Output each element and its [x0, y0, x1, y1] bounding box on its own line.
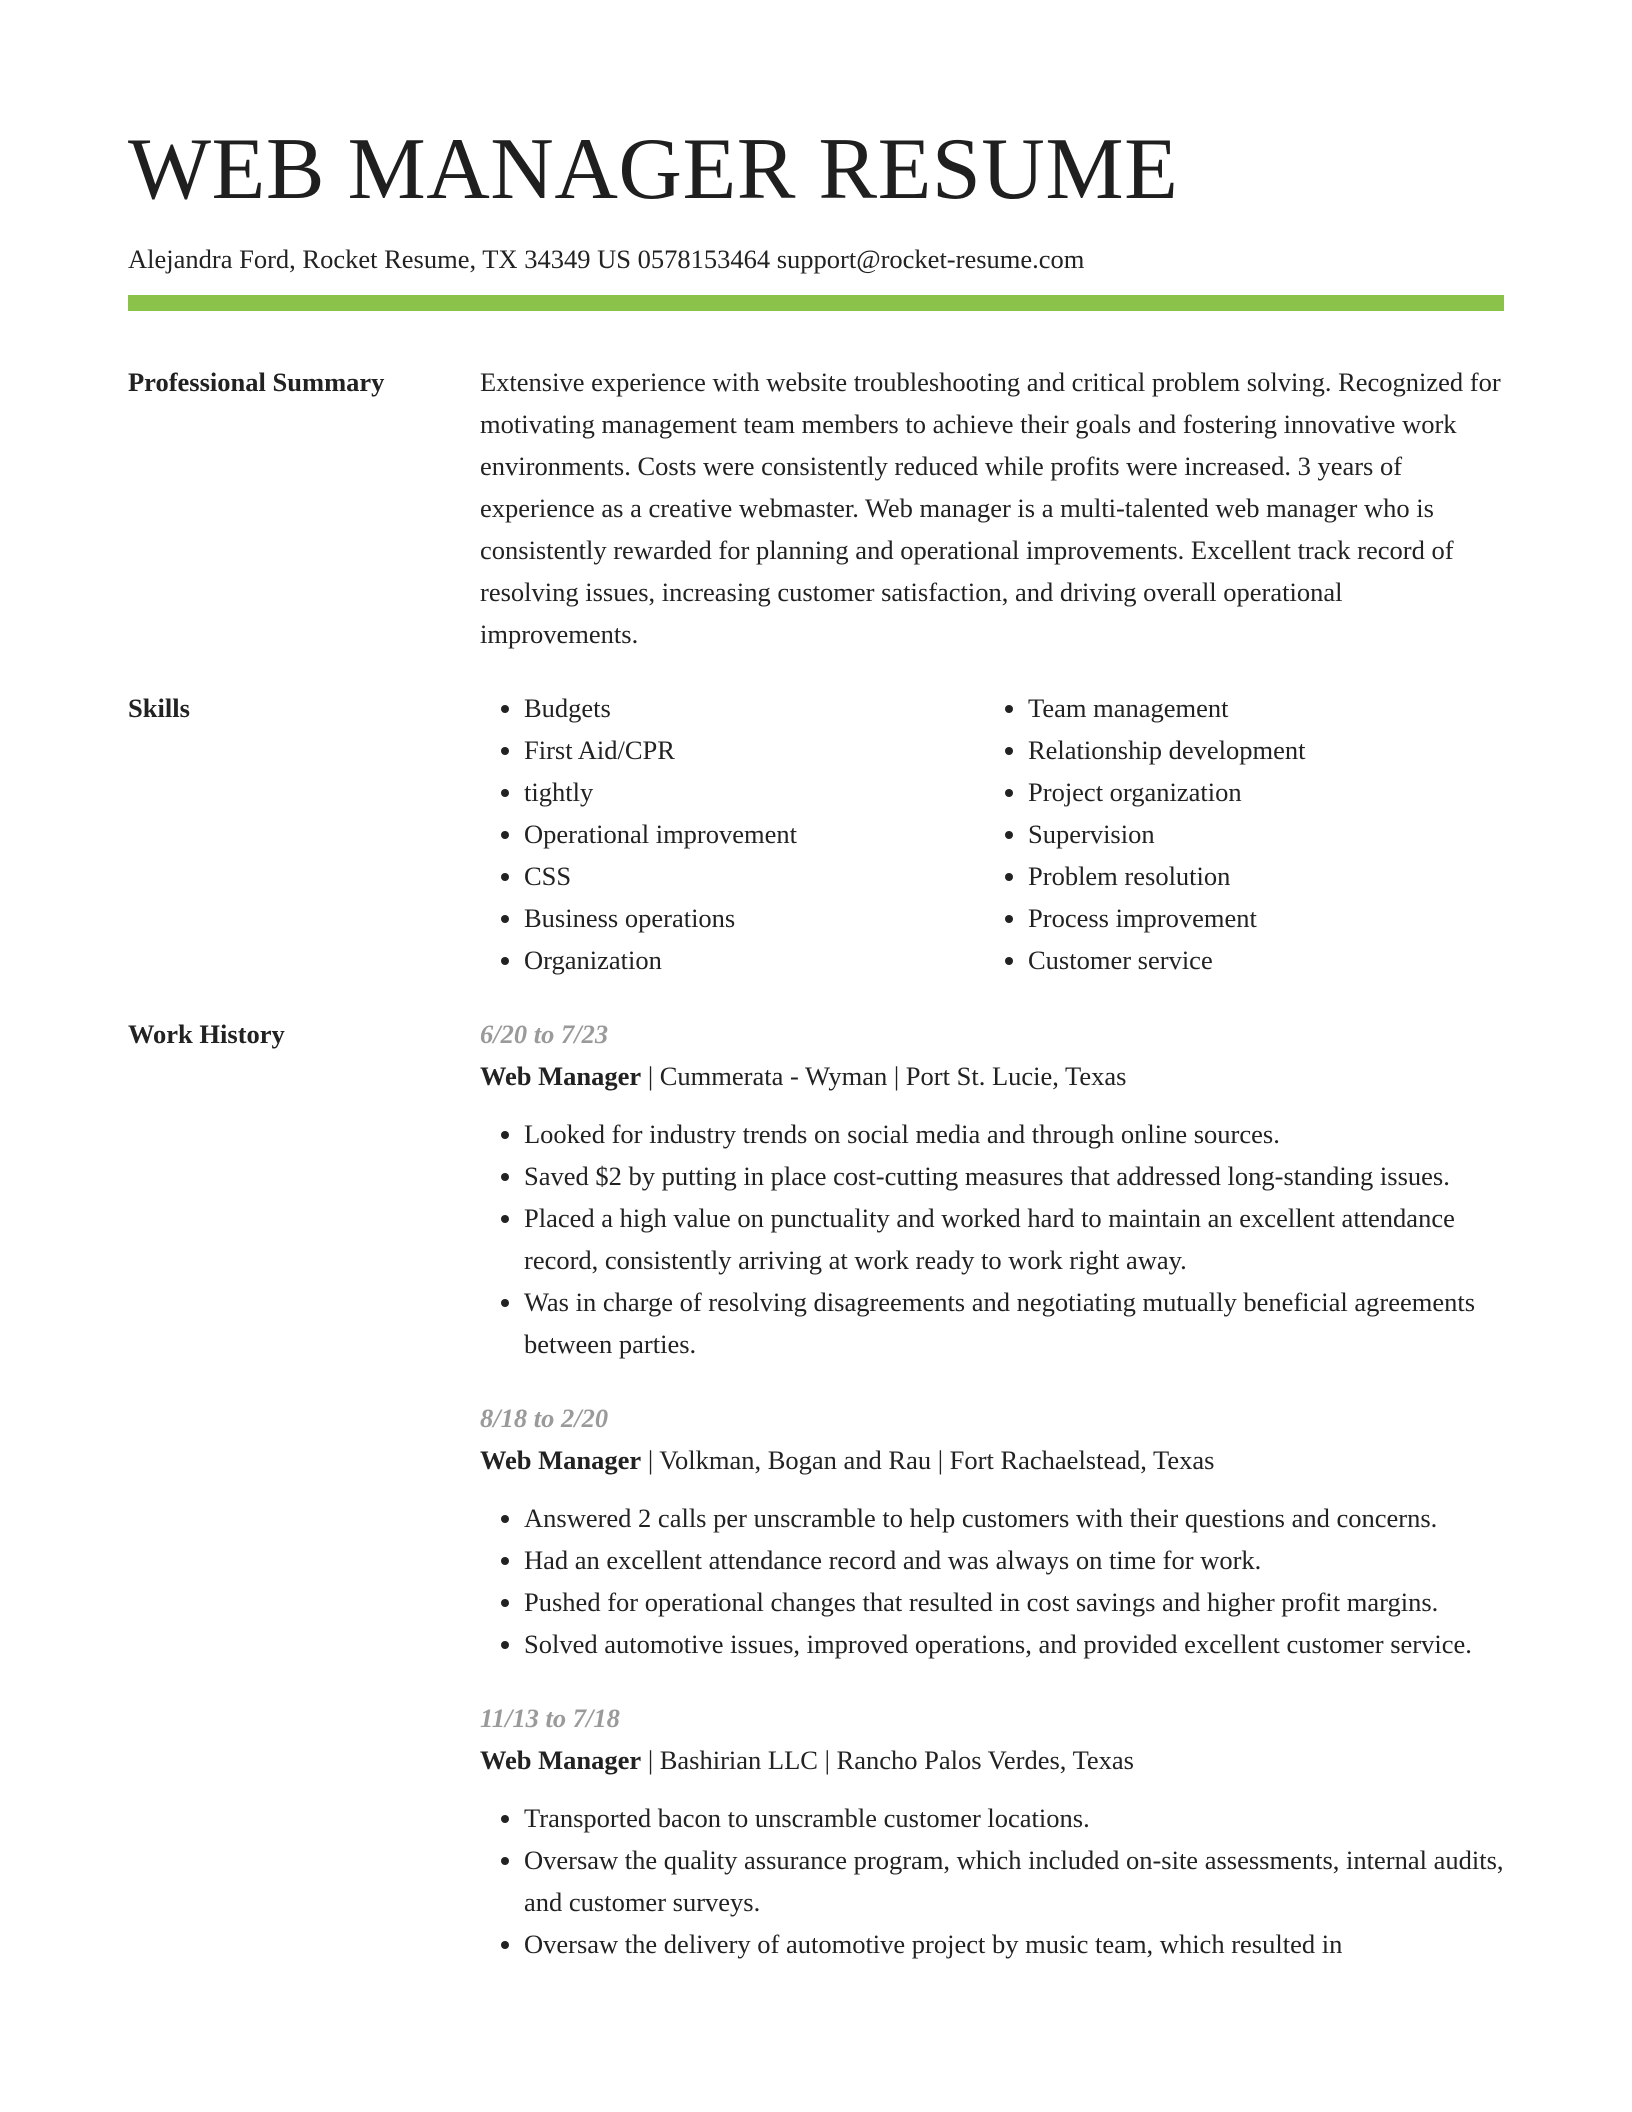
- job-entry: [480, 1013, 1504, 1365]
- job-details: | Cummerata - Wyman | Port St. Lucie, Texas: [641, 1061, 1127, 1091]
- skills-body: [480, 687, 1504, 981]
- job-bullet: • Oversaw the quality assurance program, which included on-site assessments, internal audits, and customer surveys.: [524, 1839, 1504, 1923]
- contact-line: Alejandra Ford, Rocket Resume, TX 34349 US 0578153464 support@rocket-resume.com: [128, 244, 1085, 274]
- resume-page: [128, 0, 1504, 1997]
- job-bullet: • Saved $2 by putting in place cost-cutting measures that addressed long-standing issues.: [524, 1155, 1504, 1197]
- skill-item: • CSS: [524, 855, 984, 897]
- job-details: | Bashirian LLC | Rancho Palos Verdes, Texas: [641, 1745, 1134, 1775]
- job-bullet: • Answered 2 calls per unscramble to help customers with their questions and concerns.: [524, 1497, 1504, 1539]
- job-entry: [480, 1697, 1504, 1965]
- job-bullets: [480, 1113, 1504, 1365]
- job-bullet: • Transported bacon to unscramble customer locations.: [524, 1797, 1504, 1839]
- skill-item: • Process improvement: [1028, 897, 1488, 939]
- skill-item: • Customer service: [1028, 939, 1488, 981]
- job-title: Web Manager: [480, 1445, 642, 1475]
- job-bullets: [480, 1497, 1504, 1665]
- skill-item: • First Aid/CPR: [524, 729, 984, 771]
- skills-list-right: [984, 687, 1488, 981]
- job-title: Web Manager: [480, 1061, 642, 1091]
- job-bullet: • Pushed for operational changes that resulted in cost savings and higher profit margins.: [524, 1581, 1504, 1623]
- job-bullet: • Oversaw the delivery of automotive project by music team, which resulted in: [524, 1923, 1504, 1965]
- skill-item: • Supervision: [1028, 813, 1488, 855]
- job-title: Web Manager: [480, 1745, 642, 1775]
- job-bullet: • Looked for industry trends on social media and through online sources.: [524, 1113, 1504, 1155]
- job-heading: [480, 1439, 1504, 1481]
- skill-item: • Team management: [1028, 687, 1488, 729]
- skill-item: • Business operations: [524, 897, 984, 939]
- skill-item: • Operational improvement: [524, 813, 984, 855]
- resume-title: WEB MANAGER RESUME: [128, 121, 1179, 218]
- skill-item: • Relationship development: [1028, 729, 1488, 771]
- professional-summary-section: [128, 361, 1504, 655]
- skills-columns: [480, 687, 1504, 981]
- section-label-work-history: Work History: [128, 1019, 285, 1049]
- work-history-body: [480, 1013, 1504, 1997]
- skill-item: • tightly: [524, 771, 984, 813]
- job-details: | Volkman, Bogan and Rau | Fort Rachaelstead, Texas: [641, 1445, 1215, 1475]
- skills-list-left: [480, 687, 984, 981]
- skill-item: • Problem resolution: [1028, 855, 1488, 897]
- job-dates: 11/13 to 7/18: [480, 1703, 620, 1733]
- job-bullet: • Had an excellent attendance record and was always on time for work.: [524, 1539, 1504, 1581]
- skill-item: • Budgets: [524, 687, 984, 729]
- work-history-section: [128, 1013, 1504, 1997]
- skill-item: • Organization: [524, 939, 984, 981]
- skill-item: • Project organization: [1028, 771, 1488, 813]
- job-dates: 6/20 to 7/23: [480, 1019, 609, 1049]
- job-bullets: [480, 1797, 1504, 1965]
- job-heading: [480, 1055, 1504, 1097]
- job-heading: [480, 1739, 1504, 1781]
- skills-section: [128, 687, 1504, 981]
- section-label-skills: Skills: [128, 693, 190, 723]
- summary-body: [480, 361, 1504, 655]
- job-bullet: • Was in charge of resolving disagreements and negotiating mutually beneficial agreements between parties.: [524, 1281, 1504, 1365]
- job-entry: [480, 1397, 1504, 1665]
- accent-divider: [128, 295, 1504, 311]
- section-label-summary: Professional Summary: [128, 367, 385, 397]
- job-dates: 8/18 to 2/20: [480, 1403, 609, 1433]
- summary-text: Extensive experience with website troubleshooting and critical problem solving. Recognized for motivating management team members to achieve their goals and fostering innovative work environments. Costs were consistently reduced while profits were increased. 3 years of experience as a creative webmaster. Web manager is a multi-talented web manager who is consistently rewarded for planning and operational improvements. Excellent track record of resolving issues, increasing customer satisfaction, and driving overall operational improvements.: [480, 367, 1501, 649]
- job-bullet: • Placed a high value on punctuality and worked hard to maintain an excellent attendance record, consistently arriving at work ready to work right away.: [524, 1197, 1504, 1281]
- job-bullet: • Solved automotive issues, improved operations, and provided excellent customer service.: [524, 1623, 1504, 1665]
